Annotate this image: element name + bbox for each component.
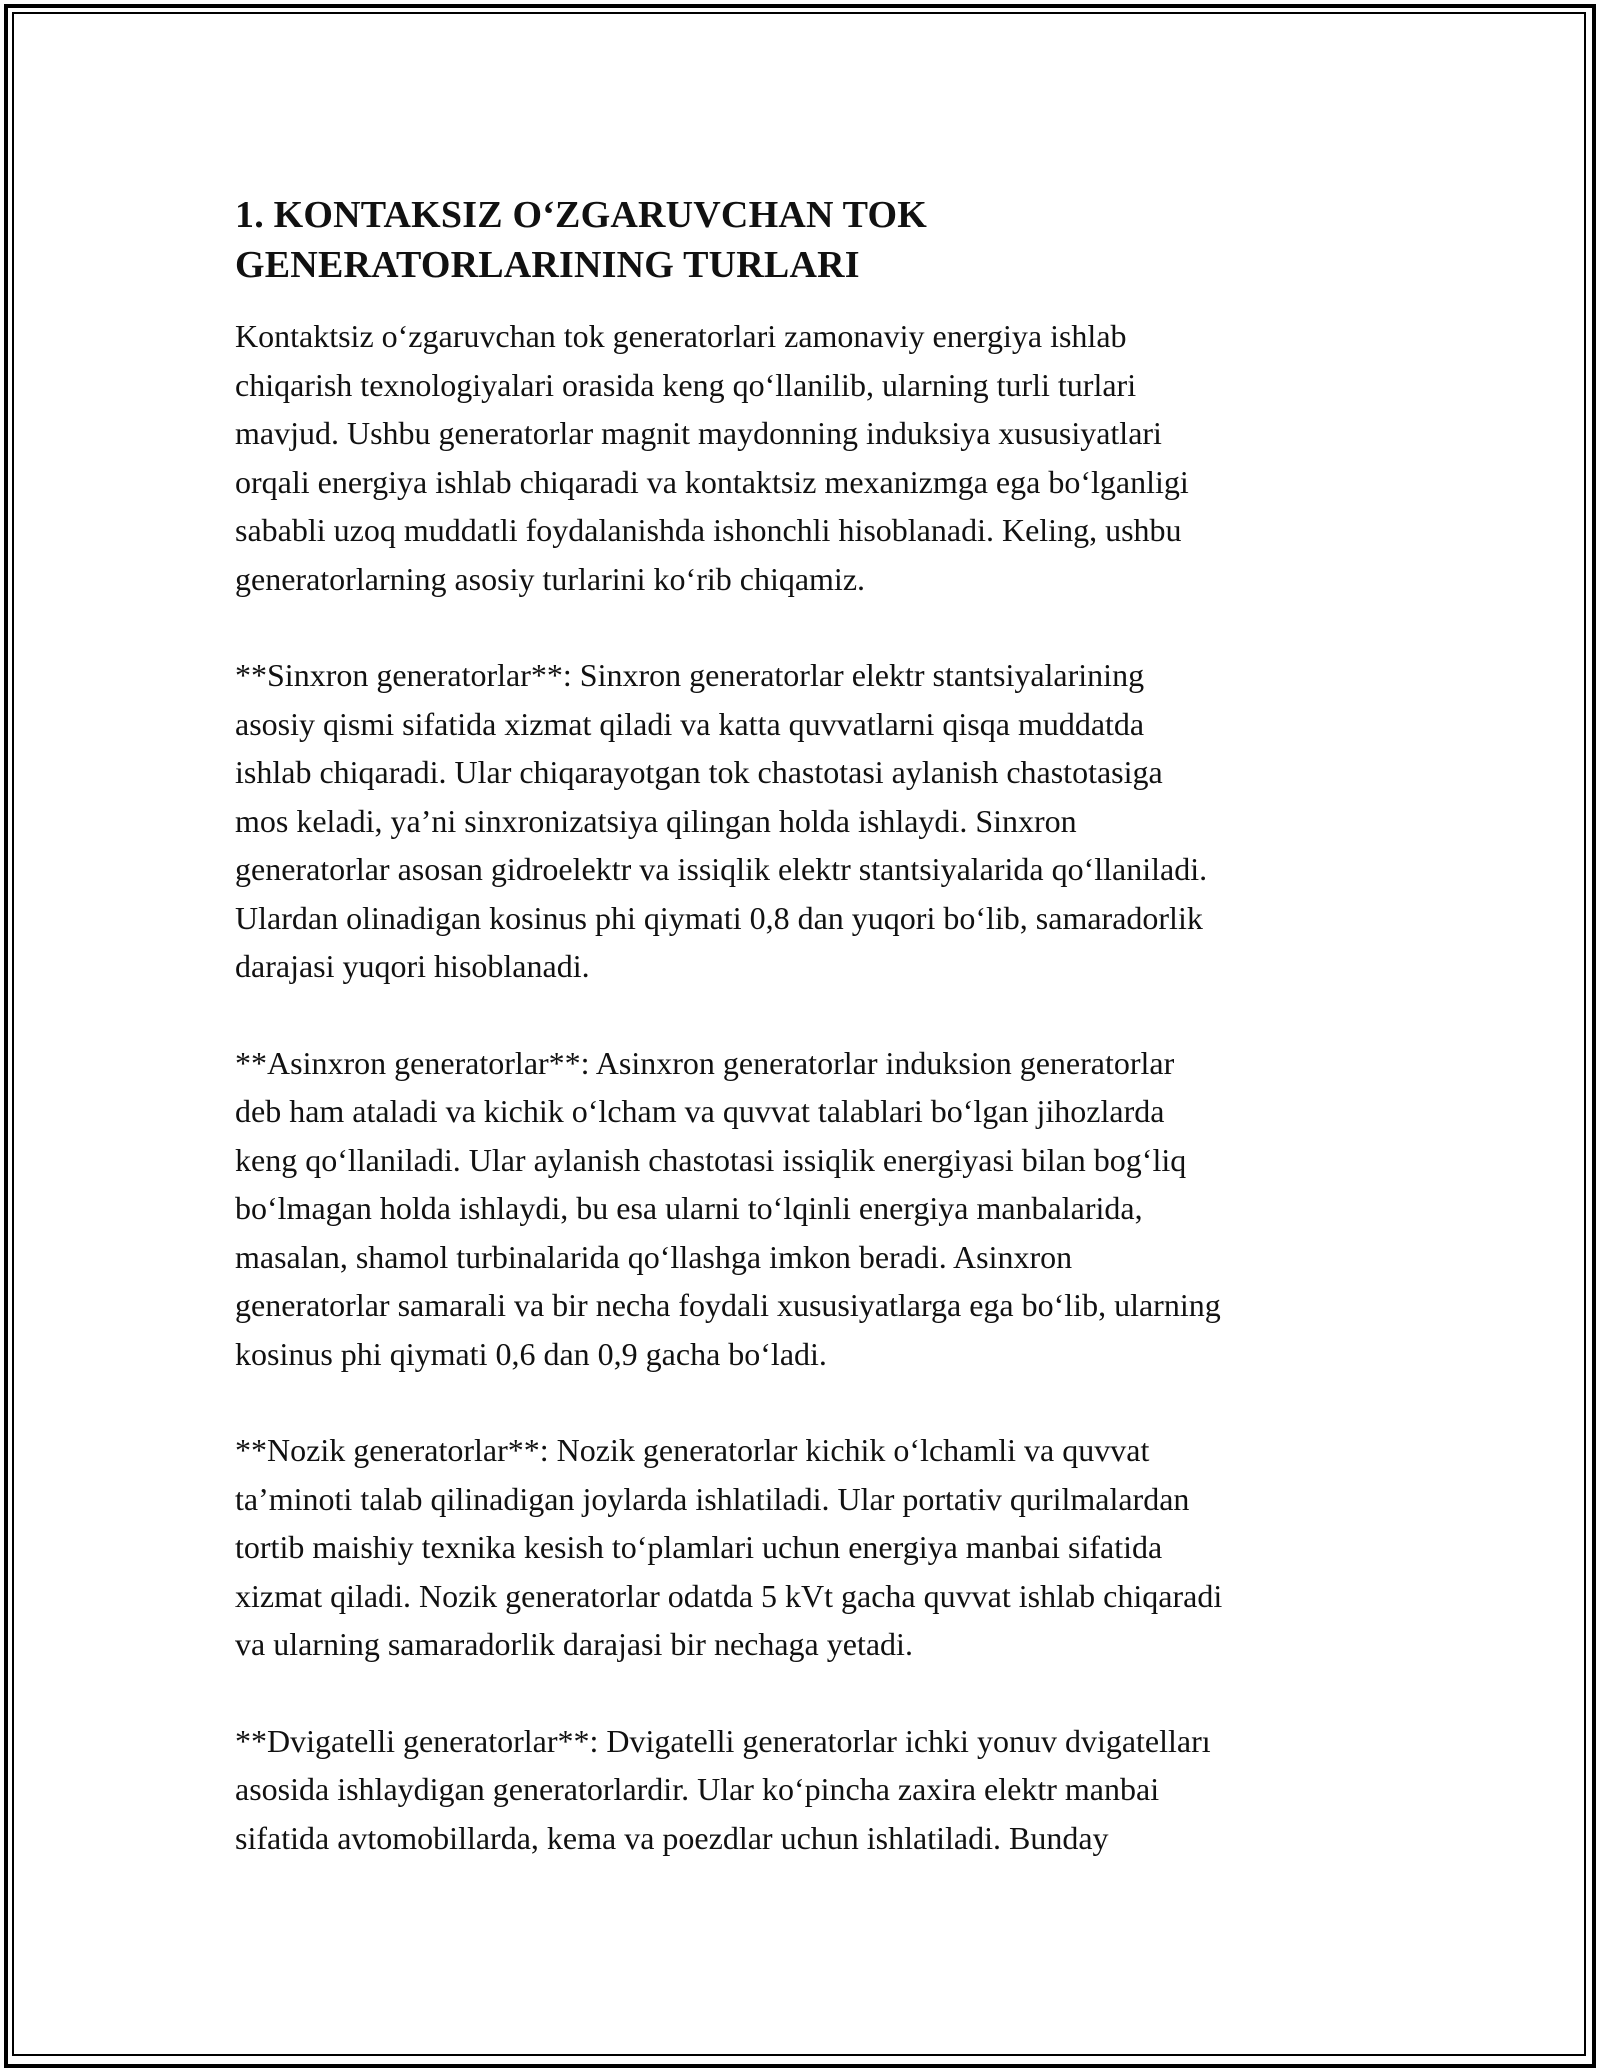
paragraph-dvigatelli-generatorlar: **Dvigatelli generatorlar**: Dvigatelli generatorlar ichki yonuv dvigatelları asosida ishlaydigan generatorlardir. Ular ko‘pincha zaxira elektr manbai sifatida avtomobillarda, kema va poezdlar uchun ishlatiladi. Bunday xyxy=(235,1722,1211,1856)
paragraph-intro: Kontaktsiz o‘zgaruvchan tok generatorlari zamonaviy energiya ishlab chiqarish texnologiyalari orasida keng qo‘llanilib, ularning turli turlari mavjud. Ushbu generatorlar magnit maydonning induksiya xususiyatlari orqali energiya ishlab chiqaradi va kontaktsiz mexanizmga ega bo‘lganligi sababli uzoq muddatli foydalanishda ishonchli hisoblanadi. Keling, ushbu generatorlarning asosiy turlarini ko‘rib chiqamiz. xyxy=(235,318,1189,597)
document-body xyxy=(235,190,1385,1910)
paragraph-nozik-generatorlar: **Nozik generatorlar**: Nozik generatorlar kichik o‘lchamli va quvvat ta’minoti talab qilinadigan joylarda ishlatiladi. Ular portativ qurilmalardan tortib maishiy texnika kesish to‘plamlari uchun energiya manbai sifatida xizmat qiladi. Nozik generatorlar odatda 5 kVt gacha quvvat ishlab chiqaradi va ularning samaradorlik darajasi bir nechaga yetadi. xyxy=(235,1432,1223,1662)
section-heading: 1. KONTAKSIZ O‘ZGARUVCHAN TOK GENERATORLARINING TURLARI xyxy=(235,194,928,286)
paragraph-sinxron-generatorlar: **Sinxron generatorlar**: Sinxron generatorlar elektr stantsiyalarining asosiy qismi sifatida xizmat qiladi va katta quvvatlarni qisqa muddatda ishlab chiqaradi. Ular chiqarayotgan tok chastotasi aylanish chastotasiga mos keladi, ya’ni sinxronizatsiya qilingan holda ishlaydi. Sinxron generatorlar asosan gidroelektr va issiqlik elektr stantsiyalarida qo‘llaniladi. Ulardan olinadigan kosinus phi qiymati 0,8 dan yuqori bo‘lib, samaradorlik darajasi yuqori hisoblanadi. xyxy=(235,657,1208,984)
paragraph-asinxron-generatorlar: **Asinxron generatorlar**: Asinxron generatorlar induksion generatorlar deb ham ataladi va kichik o‘lcham va quvvat talablari bo‘lgan jihozlarda keng qo‘llaniladi. Ular aylanish chastotasi issiqlik energiyasi bilan bog‘liq bo‘lmagan holda ishlaydi, bu esa ularni to‘lqinli energiya manbalarida, masalan, shamol turbinalarida qo‘llashga imkon beradi. Asinxron generatorlar samarali va bir necha foydali xususiyatlarga ega bo‘lib, ularning kosinus phi qiymati 0,6 dan 0,9 gacha bo‘ladi. xyxy=(235,1044,1221,1372)
